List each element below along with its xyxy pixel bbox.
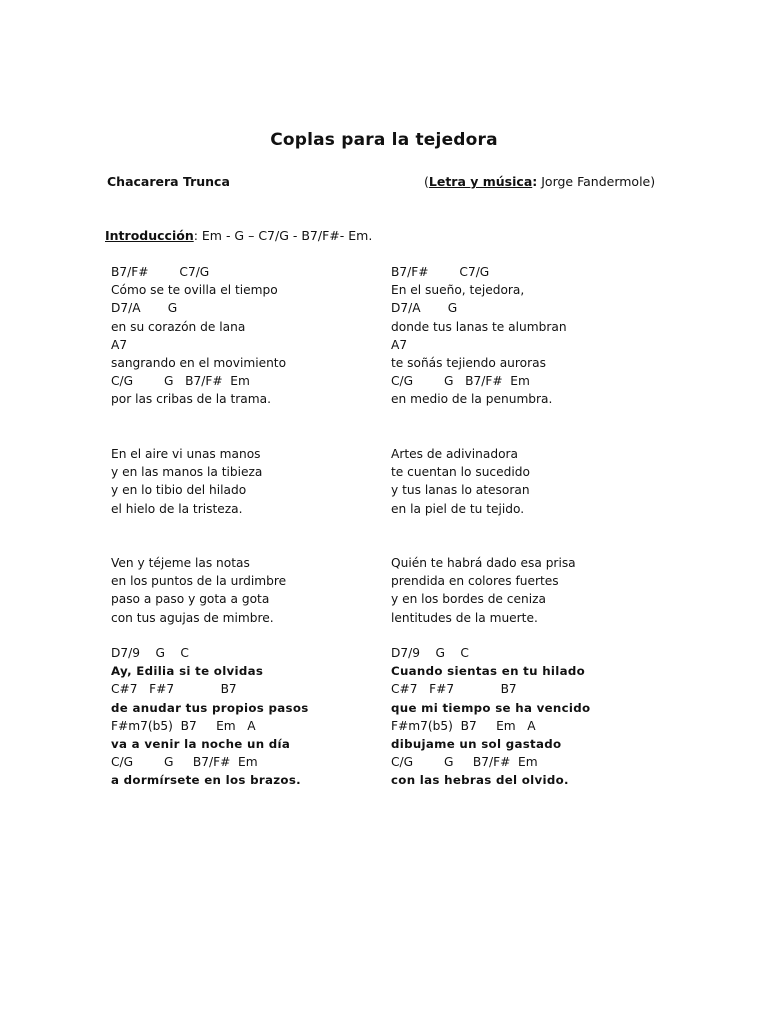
lyric-line: Quién te habrá dado esa prisa: [391, 556, 576, 570]
lyric-line: y tus lanas lo atesoran: [391, 483, 530, 498]
lyric-line: donde tus lanas te alumbran: [391, 319, 567, 334]
lyric-line: y en lo tibio del hilado: [111, 483, 247, 498]
lyric-line: En el aire vi unas manos: [111, 447, 261, 461]
left-chorus: [111, 644, 309, 790]
left-verse-2: [111, 445, 262, 518]
credits-value: Jorge Fandermole): [537, 174, 656, 189]
lyric-line: paso a paso y gota a gota: [111, 592, 270, 607]
lyric-line: Cómo se te ovilla el tiempo: [111, 283, 278, 298]
lyric-line: Ay, Edilia si te olvidas: [111, 664, 264, 679]
chord-line: A7: [111, 337, 128, 352]
lyric-line: con las hebras del olvido.: [391, 773, 569, 788]
right-chorus: [391, 644, 590, 790]
chord-line: A7: [391, 337, 408, 352]
introduction: [105, 228, 372, 243]
lyric-line: te soñás tejiendo auroras: [391, 355, 546, 370]
lyric-line: te cuentan lo sucedido: [391, 465, 530, 480]
lyric-line: En el sueño, tejedora,: [391, 283, 525, 298]
song-title: Coplas para la tejedora: [270, 130, 498, 150]
lyric-line: de anudar tus propios pasos: [111, 700, 309, 715]
lyric-line: Cuando sientas en tu hilado: [391, 664, 586, 679]
lyric-line: por las cribas de la trama.: [111, 392, 271, 407]
credits-label: Letra y música: [428, 174, 533, 189]
chord-line: C/G G B7/F# Em: [391, 755, 538, 770]
chord-line: B7/F# C7/G: [111, 265, 210, 279]
chord-line: B7/F# C7/G: [391, 265, 490, 279]
chord-line: C#7 F#7 B7: [111, 682, 237, 697]
chord-line: D7/9 G C: [391, 646, 469, 660]
chord-line: C#7 F#7 B7: [391, 682, 517, 697]
left-verse-3: [111, 554, 286, 627]
intro-value: : Em - G – C7/G - B7/F#- Em.: [193, 228, 373, 243]
lyric-line: prendida en colores fuertes: [391, 574, 559, 589]
lyric-line: que mi tiempo se ha vencido: [391, 700, 591, 715]
lyric-line: y en los bordes de ceniza: [391, 592, 546, 607]
chord-line: D7/A G: [391, 301, 458, 316]
lyric-line: Artes de adivinadora: [391, 447, 519, 461]
chord-line: F#m7(b5) B7 Em A: [391, 718, 536, 733]
chord-line: C/G G B7/F# Em: [391, 374, 530, 389]
credits: [424, 174, 655, 189]
lyric-line: sangrando en el movimiento: [111, 355, 287, 370]
chord-line: D7/A G: [111, 301, 178, 316]
intro-label: Introducción: [105, 228, 194, 243]
lyric-line: en su corazón de lana: [111, 319, 246, 334]
chord-line: F#m7(b5) B7 Em A: [111, 718, 256, 733]
chord-line: C/G G B7/F# Em: [111, 374, 250, 389]
lyric-line: en medio de la penumbra.: [391, 392, 553, 407]
lyric-line: el hielo de la tristeza.: [111, 501, 243, 516]
right-verse-3: [391, 554, 576, 627]
lyric-line: va a venir la noche un día: [111, 736, 291, 751]
lyric-line: dibujame un sol gastado: [391, 736, 562, 751]
lyric-line: con tus agujas de mimbre.: [111, 610, 274, 625]
credits-open: (: [424, 174, 429, 189]
credits-colon: :: [532, 174, 538, 189]
lyric-line: en los puntos de la urdimbre: [111, 574, 287, 589]
lyric-line: a dormírsete en los brazos.: [111, 773, 301, 788]
left-verse-1: [111, 263, 286, 409]
right-verse-2: [391, 445, 530, 518]
chord-line: D7/9 G C: [111, 646, 189, 660]
lyric-line: en la piel de tu tejido.: [391, 501, 525, 516]
lyric-line: y en las manos la tibieza: [111, 465, 263, 480]
chord-line: C/G G B7/F# Em: [111, 755, 258, 770]
lyric-line: Ven y téjeme las notas: [111, 556, 250, 570]
right-verse-1: [391, 263, 567, 409]
lyric-line: lentitudes de la muerte.: [391, 610, 538, 625]
song-genre: Chacarera Trunca: [107, 174, 230, 189]
